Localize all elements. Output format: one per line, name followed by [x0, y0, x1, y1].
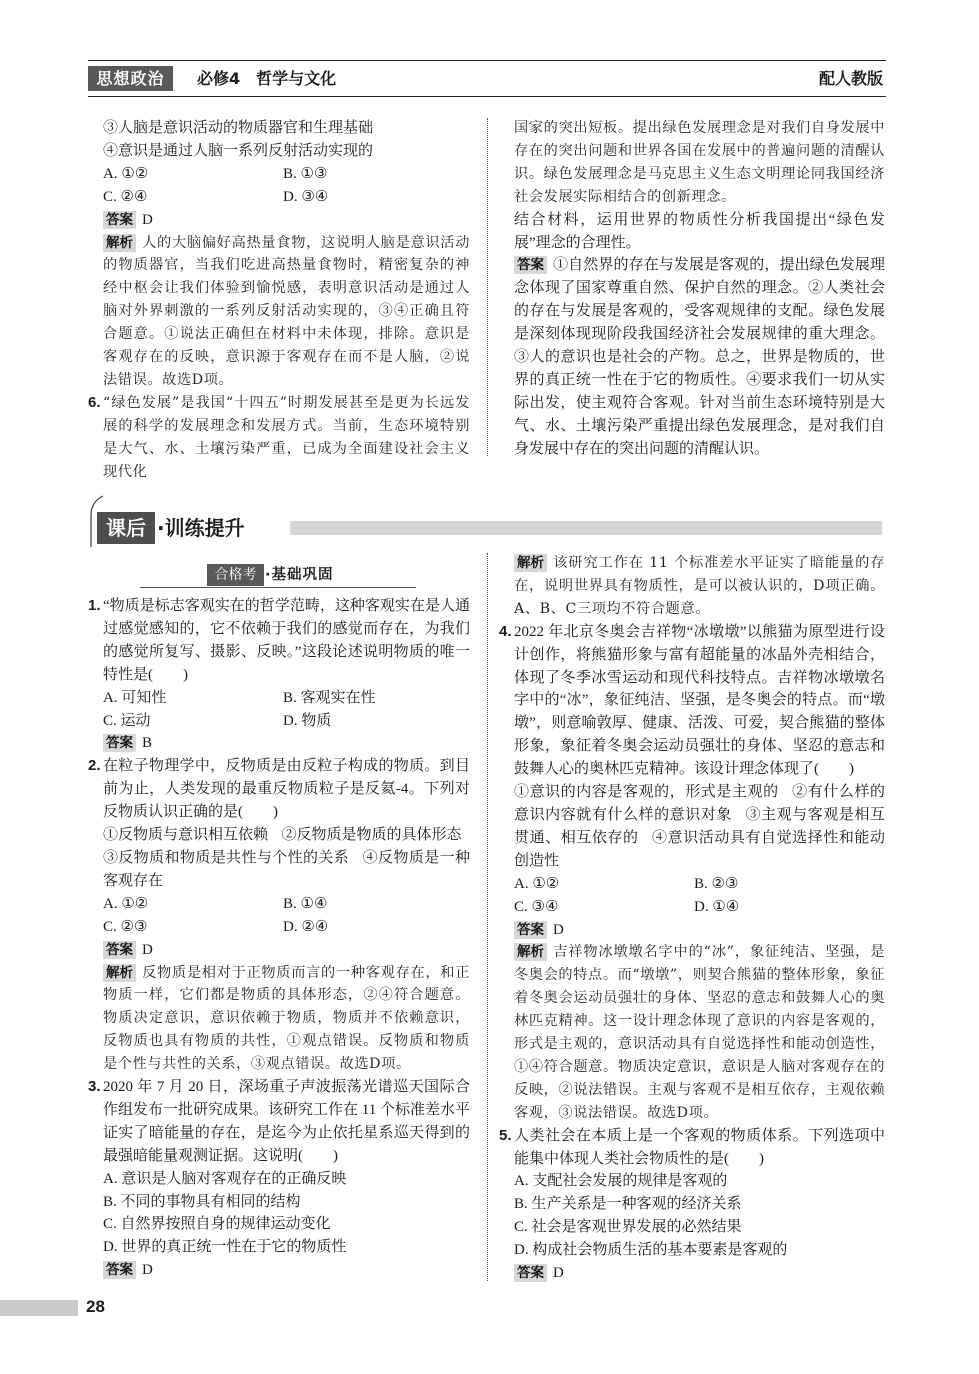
analysis-label: 解析	[103, 964, 136, 982]
practice-left-column	[88, 595, 470, 1282]
question-number: 2.	[88, 757, 101, 775]
question-text: “物质是标志客观实在的哲学范畴，这种客观实在是人通过感觉感知的，它不依赖于我们的感觉而存在，为我们的感觉所复写、摄影、反映。”这段论述说明物质的唯一特性是( )	[103, 598, 470, 683]
edition-label: 配人教版	[818, 69, 883, 88]
question-text: 在粒子物理学中，反物质是由反粒子构成的物质。到目前为止，人类发现的最重反物质粒子是反氦-4。下列对反物质认识正确的是( )	[103, 758, 470, 821]
question-text: 2022 年北京冬奥会吉祥物“冰墩墩”以熊猫为原型进行设计创作，将熊猫形象与富有超能量的冰晶外壳相结合，体现了冬季冰雪运动和现代科技特点。吉祥物冰墩墩名字中的“冰”，象征纯洁、坚强，是冬奥会的特点。而“墩墩”，则意喻敦厚、健康、活泼、可爱，契合熊猫的整体形象，象征着冬奥会运动员强壮的身体、坚忍的意志和鼓舞人心的奥林匹克精神。该设计理念体现了( )	[514, 623, 885, 778]
statement-item: ②反物质是物质的具体形态	[281, 827, 462, 844]
question-1	[88, 595, 470, 755]
option-c: C. 运动	[103, 712, 151, 729]
question-material: “绿色发展”是我国“十四五”时期发展甚至是更为长远发展的科学的发展理念和发展方式。当前，生态环境特别是大气、水、土壤污染严重，已成为全面建设社会主义现代化	[103, 394, 470, 480]
statement-item: ②有什么样的意识内容就有什么样的意识对象	[514, 784, 885, 823]
option-c: C. ③④	[514, 898, 559, 915]
answer-block	[514, 254, 885, 460]
statements-line	[103, 824, 470, 847]
book-title: 必修4 哲学与文化	[197, 69, 337, 88]
option-b: B. 不同的事物具有相同的结构	[103, 1193, 301, 1210]
column-divider	[487, 118, 488, 456]
statements-block	[514, 781, 885, 873]
option-b: B. ①③	[283, 165, 328, 182]
header-bottom-rule	[88, 96, 886, 97]
answer-label: 答案	[514, 921, 547, 939]
option-d: D. ①④	[694, 898, 740, 915]
section-tag: 课后	[97, 512, 155, 544]
answer-value: B	[142, 735, 153, 752]
option-c: C. 自然界按照自身的规律运动变化	[103, 1216, 331, 1233]
option-c: C. ②④	[103, 188, 148, 205]
options-group	[103, 1168, 470, 1260]
question-number: 4.	[499, 622, 512, 640]
answer-row	[103, 1259, 470, 1282]
page-number: 28	[86, 1297, 105, 1316]
question-number: 3.	[88, 1078, 101, 1096]
option-a: A. ①②	[514, 875, 560, 892]
practice-right-column	[499, 552, 885, 1285]
analysis-label: 解析	[514, 554, 547, 572]
option-a: A. ①②	[103, 895, 149, 912]
question-text: 2020 年 7 月 20 日，深场重子声波振荡光谱巡天国际合作组发布一批研究成果。该研究工作在 11 个标准差水平证实了暗能量的存在，是迄今为止依托星系巡天得到的最强暗能量观测证据。这说明( )	[103, 1079, 470, 1164]
option-b: B. ①④	[283, 895, 328, 912]
top-right-column	[514, 117, 885, 461]
option-a: A. 意识是人脑对客观存在的正确反映	[103, 1170, 347, 1187]
subsection-title: ·基础巩固	[265, 567, 334, 583]
question-number: 6.	[88, 393, 101, 411]
answer-label: 答案	[103, 1261, 136, 1279]
statement-item: ③主观与客观是相互贯通、相互依存的	[514, 806, 885, 846]
analysis-block	[103, 962, 470, 1077]
analysis-text: 吉祥物冰墩墩名字中的“冰”，象征纯洁、坚强，是冬奥会的特点。而“墩墩”，则契合熊猫的整体形象，象征着冬奥会运动员强壮的身体、坚忍的意志和鼓舞人心的奥林匹克精神。这一设计理念体现了意识的内容是客观的，形式是主观的，意识活动具有自觉选择性和能动创造性，①④符合题意。物质决定意识，意识是人脑对客观存在的反映，②说法错误。主观与客观不是相互依存，主观依赖客观，③说法错误。故选D项。	[514, 944, 885, 1121]
analysis-block	[514, 941, 885, 1124]
answer-label: 答案	[103, 941, 136, 959]
option-c: C. 社会是客观世界发展的必然结果	[514, 1219, 742, 1236]
question-number: 1.	[88, 597, 101, 614]
analysis-text: 该研究工作在 11 个标准差水平证实了暗能量的存在，说明世界具有物质性，是可以被认识的，D项正确。A、B、C三项均不符合题意。	[514, 555, 885, 617]
question-material-continued: 国家的突出短板。提出绿色发展理念是对我们自身发展中存在的突出问题和世界各国在发展中的普遍问题的清醒认识。绿色发展理念是马克思主义生态文明理论同我国经济社会发展实际相结合的创新理念。	[514, 120, 885, 205]
statement-item: ④意识是通过人脑一系列反射活动实现的	[103, 142, 374, 159]
statement-item: ①反物质与意识相互依赖	[103, 827, 269, 844]
footer-bar	[0, 1300, 78, 1316]
statement-item: ④反物质是一种客观存在	[103, 849, 470, 889]
question-number: 5.	[499, 1126, 512, 1144]
analysis-label: 解析	[103, 234, 136, 252]
answer-row	[514, 1262, 885, 1285]
analysis-block	[514, 552, 885, 621]
option-a: A. ①②	[103, 165, 149, 182]
analysis-text: 反物质是相对于正物质而言的一种客观存在，和正物质一样，它们都是物质的具体形态，②④符合题意。物质决定意识，意识依赖于物质，物质并不依赖意识，反物质也具有物质的共性，①观点错误。反物质和物质是个性与共性的关系，③观点错误。故选D项。	[103, 964, 470, 1073]
analysis-label: 解析	[514, 943, 547, 961]
section-bar	[290, 521, 882, 535]
answer-value: D	[553, 1265, 564, 1282]
column-divider	[487, 553, 488, 1281]
answer-text: ①自然界的存在与发展是客观的，提出绿色发展理念体现了国家尊重自然、保护自然的理念。②人类社会的存在与发展是客观的，受客观规律的支配。绿色发展是深刻体现现阶段我国经济社会发展规律的重大理念。③人的意识也是社会的产物。总之，世界是物质的，世界的真正统一性在于它的物质性。④要求我们一切从实际出发，使主观符合客观。针对当前生态环境特别是大气、水、土壤污染严重提出绿色发展理念，是对我们自身发展中存在的突出问题的清醒认识。	[514, 257, 885, 457]
statement-item: ③人脑是意识活动的物质器官和生理基础	[103, 120, 374, 136]
question-5	[499, 1125, 885, 1285]
option-b: B. ②③	[694, 875, 739, 892]
option-d: D. 物质	[283, 712, 332, 729]
header-top-rule	[88, 60, 886, 61]
question-2	[88, 755, 470, 1076]
question-3	[88, 1076, 470, 1282]
statement-item: ④意识活动具有自觉选择性和能动创造性	[514, 829, 885, 869]
options-group	[103, 163, 470, 209]
options-group	[103, 687, 470, 733]
options-group	[103, 893, 470, 939]
options-group	[514, 873, 885, 919]
answer-value: D	[142, 941, 153, 958]
option-c: C. ②③	[103, 918, 148, 935]
subject-badge: 思想政治	[88, 66, 173, 91]
answer-label: 答案	[103, 734, 136, 752]
answer-value: D	[142, 211, 153, 228]
question-text: 人类社会在本质上是一个客观的物质体系。下列选项中能集中体现人类社会物质性的是( )	[514, 1127, 885, 1167]
answer-row	[103, 939, 470, 962]
answer-label: 答案	[103, 211, 136, 229]
answer-label: 答案	[514, 1264, 547, 1282]
question-6	[88, 392, 470, 484]
subsection-tag: 合格考	[207, 564, 264, 586]
options-group	[514, 1170, 885, 1262]
statement-item: ③反物质和物质是共性与个性的关系	[103, 849, 350, 866]
option-a: A. 支配社会发展的规律是客观的	[514, 1173, 728, 1190]
answer-value: D	[553, 921, 564, 938]
option-d: D. ②④	[283, 918, 329, 935]
option-d: D. 构成社会物质生活的基本要素是客观的	[514, 1242, 788, 1259]
question-prompt: 结合材料，运用世界的物质性分析我国提出“绿色发展”理念的合理性。	[514, 211, 885, 251]
section-title: ·训练提升	[157, 516, 245, 540]
answer-row	[103, 732, 470, 755]
answer-label: 答案	[514, 256, 547, 274]
answer-row	[514, 919, 885, 942]
option-d: D. ③④	[283, 188, 329, 205]
statement-item: ①意识的内容是客观的，形式是主观的	[514, 784, 779, 801]
option-b: B. 客观实在性	[283, 689, 376, 706]
analysis-block	[103, 232, 470, 392]
analysis-text: 人的大脑偏好高热量食物，这说明人脑是意识活动的物质器官，当我们吃进高热量食物时，精密复杂的神经中枢会让我们体验到愉悦感，表明意识活动是通过人脑对外界刺激的一系列反射活动实现的，③④正确且符合题意。①说法正确但在材料中未体现，排除。意识是客观存在的反映，意识源于客观存在而不是人脑，②说法错误。故选D项。	[103, 234, 470, 388]
answer-row	[103, 209, 470, 232]
top-left-column	[88, 117, 470, 484]
answer-value: D	[142, 1262, 153, 1279]
question-4	[499, 621, 885, 1125]
subsection-underline	[140, 587, 416, 588]
option-b: B. 生产关系是一种客观的经济关系	[514, 1196, 742, 1213]
option-d: D. 世界的真正统一性在于它的物质性	[103, 1239, 347, 1256]
statements-line	[103, 847, 470, 893]
option-a: A. 可知性	[103, 689, 167, 706]
